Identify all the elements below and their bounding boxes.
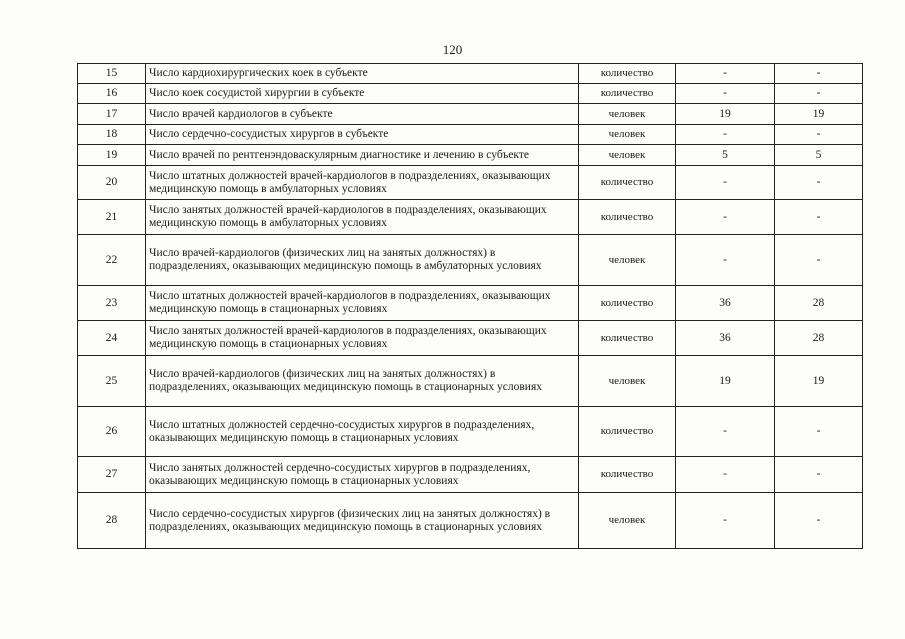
indicator-name: Число штатных должностей сердечно-сосудистых хирургов в подразделениях, оказывающих медицинскую помощь в стационарных условиях xyxy=(146,407,579,457)
table-row xyxy=(78,235,863,286)
unit-cell: количество xyxy=(579,64,676,84)
value-cell-1: - xyxy=(676,64,775,84)
row-number: 21 xyxy=(78,200,146,235)
value-cell-1: 5 xyxy=(676,145,775,166)
indicator-name: Число занятых должностей сердечно-сосудистых хирургов в подразделениях, оказывающих медицинскую помощь в стационарных условиях xyxy=(146,457,579,493)
table-row xyxy=(78,64,863,84)
table-body xyxy=(78,64,863,549)
value-cell-1: - xyxy=(676,84,775,104)
table-row xyxy=(78,493,863,549)
value-cell-2: 28 xyxy=(775,321,863,356)
indicator-name: Число занятых должностей врачей-кардиологов в подразделениях, оказывающих медицинскую помощь в амбулаторных условиях xyxy=(146,200,579,235)
indicator-name: Число врачей по рентгенэндоваскулярным диагностике и лечению в субъекте xyxy=(146,145,579,166)
unit-cell: количество xyxy=(579,457,676,493)
value-cell-2: - xyxy=(775,84,863,104)
row-number: 23 xyxy=(78,286,146,321)
row-number: 17 xyxy=(78,104,146,125)
unit-cell: количество xyxy=(579,84,676,104)
row-number: 19 xyxy=(78,145,146,166)
value-cell-1: - xyxy=(676,200,775,235)
value-cell-2: - xyxy=(775,166,863,200)
value-cell-1: 36 xyxy=(676,321,775,356)
unit-cell: человек xyxy=(579,493,676,549)
unit-cell: количество xyxy=(579,200,676,235)
indicators-table xyxy=(77,63,863,549)
indicator-name: Число врачей кардиологов в субъекте xyxy=(146,104,579,125)
value-cell-1: - xyxy=(676,166,775,200)
value-cell-2: - xyxy=(775,493,863,549)
value-cell-1: 19 xyxy=(676,104,775,125)
unit-cell: количество xyxy=(579,321,676,356)
table-row xyxy=(78,407,863,457)
table-row xyxy=(78,84,863,104)
value-cell-1: - xyxy=(676,457,775,493)
unit-cell: количество xyxy=(579,286,676,321)
value-cell-2: - xyxy=(775,200,863,235)
value-cell-2: - xyxy=(775,457,863,493)
table-row xyxy=(78,104,863,125)
table-row xyxy=(78,145,863,166)
unit-cell: человек xyxy=(579,104,676,125)
unit-cell: человек xyxy=(579,145,676,166)
value-cell-1: - xyxy=(676,407,775,457)
value-cell-2: 5 xyxy=(775,145,863,166)
value-cell-1: - xyxy=(676,235,775,286)
row-number: 18 xyxy=(78,125,146,145)
indicator-name: Число коек сосудистой хирургии в субъекте xyxy=(146,84,579,104)
row-number: 16 xyxy=(78,84,146,104)
indicator-name: Число врачей-кардиологов (физических лиц на занятых должностях) в подразделениях, оказывающих медицинскую помощь в амбулаторных условиях xyxy=(146,235,579,286)
indicator-name: Число штатных должностей врачей-кардиологов в подразделениях, оказывающих медицинскую помощь в амбулаторных условиях xyxy=(146,166,579,200)
row-number: 27 xyxy=(78,457,146,493)
value-cell-1: - xyxy=(676,125,775,145)
value-cell-2: 19 xyxy=(775,104,863,125)
indicator-name: Число врачей-кардиологов (физических лиц на занятых должностях) в подразделениях, оказывающих медицинскую помощь в стационарных условиях xyxy=(146,356,579,407)
table-row xyxy=(78,166,863,200)
value-cell-2: - xyxy=(775,64,863,84)
unit-cell: человек xyxy=(579,125,676,145)
value-cell-2: - xyxy=(775,235,863,286)
value-cell-1: - xyxy=(676,493,775,549)
row-number: 20 xyxy=(78,166,146,200)
table-row xyxy=(78,356,863,407)
unit-cell: количество xyxy=(579,166,676,200)
page-number: 120 xyxy=(442,42,463,57)
value-cell-2: 19 xyxy=(775,356,863,407)
row-number: 26 xyxy=(78,407,146,457)
table-row xyxy=(78,200,863,235)
indicator-name: Число штатных должностей врачей-кардиологов в подразделениях, оказывающих медицинскую помощь в стационарных условиях xyxy=(146,286,579,321)
row-number: 28 xyxy=(78,493,146,549)
indicator-name: Число кардиохирургических коек в субъекте xyxy=(146,64,579,84)
value-cell-1: 19 xyxy=(676,356,775,407)
unit-cell: человек xyxy=(579,356,676,407)
value-cell-2: - xyxy=(775,407,863,457)
value-cell-2: 28 xyxy=(775,286,863,321)
row-number: 25 xyxy=(78,356,146,407)
indicator-name: Число занятых должностей врачей-кардиологов в подразделениях, оказывающих медицинскую помощь в стационарных условиях xyxy=(146,321,579,356)
row-number: 15 xyxy=(78,64,146,84)
unit-cell: количество xyxy=(579,407,676,457)
unit-cell: человек xyxy=(579,235,676,286)
row-number: 24 xyxy=(78,321,146,356)
value-cell-1: 36 xyxy=(676,286,775,321)
indicator-name: Число сердечно-сосудистых хирургов в субъекте xyxy=(146,125,579,145)
row-number: 22 xyxy=(78,235,146,286)
table-row xyxy=(78,457,863,493)
table-row xyxy=(78,286,863,321)
table-row xyxy=(78,125,863,145)
value-cell-2: - xyxy=(775,125,863,145)
indicator-name: Число сердечно-сосудистых хирургов (физических лиц на занятых должностях) в подразделениях, оказывающих медицинскую помощь в стационарных условиях xyxy=(146,493,579,549)
table-row xyxy=(78,321,863,356)
